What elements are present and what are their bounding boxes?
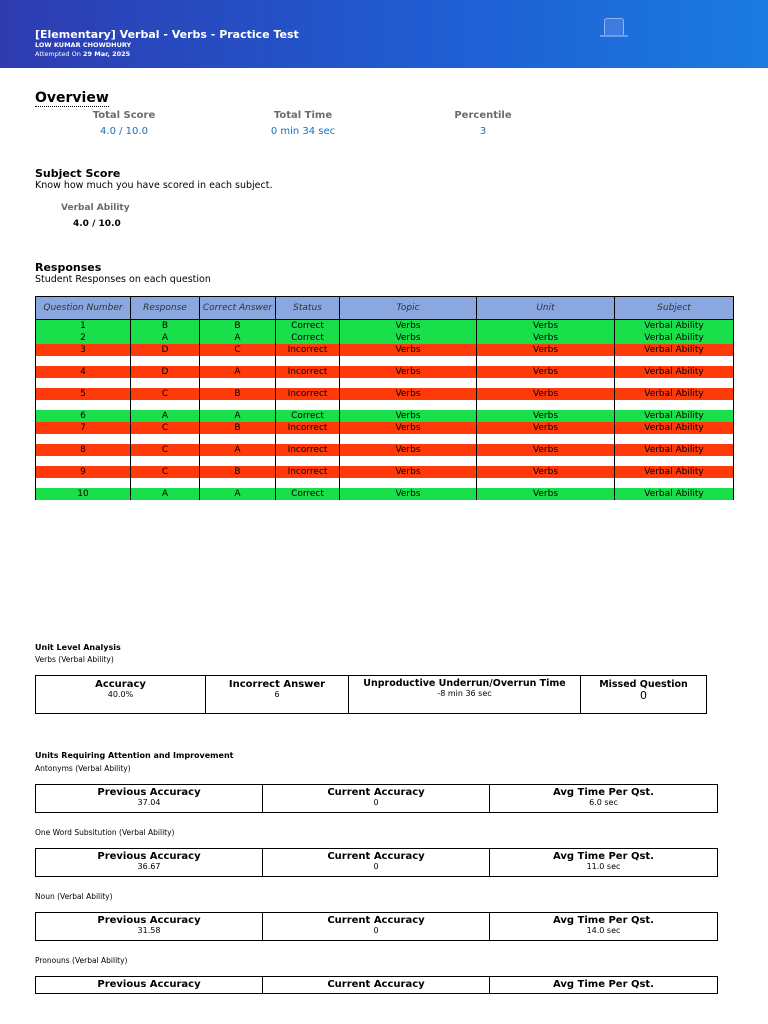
table-row: [36, 344, 734, 356]
cell-status: Incorrect: [276, 366, 340, 378]
avg-time-cell: [490, 913, 717, 940]
cell-topic: Verbs: [340, 366, 477, 378]
avg-time-value: 11.0 sec: [586, 862, 621, 871]
cell-answer: A: [200, 488, 276, 500]
row-gap: [36, 478, 734, 488]
cell-status: Correct: [276, 488, 340, 500]
previous-accuracy-value: 37.04: [137, 798, 161, 807]
cell-question: 6: [36, 410, 131, 422]
table-row: [36, 366, 734, 378]
cell-status: Incorrect: [276, 344, 340, 356]
incorrect-answer-cell: [206, 676, 349, 713]
previous-accuracy-cell: [36, 913, 263, 940]
missed-question-value: 0: [640, 689, 647, 702]
avg-time-title: Avg Time Per Qst.: [552, 979, 655, 990]
cell-subject: Verbal Ability: [615, 466, 734, 478]
underrun-title: Unproductive Underrun/Overrun Time: [363, 678, 566, 689]
brand-logo-caption: [600, 35, 628, 37]
attempted-date: 29 Mar, 2025: [82, 50, 131, 58]
attention-box: [35, 784, 718, 813]
percentile-label: Percentile: [454, 110, 512, 121]
current-accuracy-title: Current Accuracy: [327, 979, 425, 990]
cell-unit: Verbs: [477, 466, 615, 478]
cell-topic: Verbs: [340, 422, 477, 434]
avg-time-cell: [490, 849, 717, 876]
cell-question: 8: [36, 444, 131, 456]
cell-question: 7: [36, 422, 131, 434]
attempted-on: [35, 50, 130, 58]
avg-time-title: Avg Time Per Qst.: [552, 787, 655, 798]
subject-value: 4.0 / 10.0: [73, 219, 121, 229]
current-accuracy-cell: [263, 785, 490, 812]
table-row: [36, 466, 734, 478]
cell-response: A: [131, 488, 200, 500]
cell-response: C: [131, 444, 200, 456]
previous-accuracy-cell: [36, 785, 263, 812]
cell-question: 3: [36, 344, 131, 356]
previous-accuracy-title: Previous Accuracy: [97, 915, 201, 926]
cell-response: D: [131, 366, 200, 378]
report-header: [0, 0, 768, 68]
accuracy-title: Accuracy: [95, 679, 146, 690]
cell-unit: Verbs: [477, 444, 615, 456]
col-response: Response: [131, 297, 200, 320]
row-gap: [36, 356, 734, 366]
total-time-value: 0 min 34 sec: [270, 126, 336, 137]
cell-response: C: [131, 422, 200, 434]
avg-time-value: 6.0 sec: [589, 798, 618, 807]
cell-subject: Verbal Ability: [615, 320, 734, 333]
col-correct-answer: Correct Answer: [200, 297, 276, 320]
accuracy-cell: [36, 676, 206, 713]
cell-answer: B: [200, 320, 276, 333]
cell-unit: Verbs: [477, 488, 615, 500]
current-accuracy-title: Current Accuracy: [327, 851, 425, 862]
current-accuracy-cell: [263, 977, 490, 993]
table-row: [36, 320, 734, 333]
avg-time-cell: [490, 785, 717, 812]
current-accuracy-value: 0: [373, 862, 379, 871]
cell-response: C: [131, 466, 200, 478]
accuracy-value: 40.0%: [107, 690, 134, 699]
total-score-value: 4.0 / 10.0: [100, 126, 148, 137]
col-subject: Subject: [615, 297, 734, 320]
cell-question: 2: [36, 332, 131, 344]
cell-answer: B: [200, 466, 276, 478]
percentile-value: 3: [479, 126, 487, 137]
cell-answer: C: [200, 344, 276, 356]
cell-status: Incorrect: [276, 388, 340, 400]
current-accuracy-value: 0: [373, 798, 379, 807]
cell-response: C: [131, 388, 200, 400]
underrun-cell: [349, 676, 581, 713]
cell-response: A: [131, 410, 200, 422]
attention-unit-name: One Word Subsitution (Verbal Ability): [35, 828, 175, 837]
cell-answer: B: [200, 388, 276, 400]
col-question-number: Question Number: [36, 297, 131, 320]
table-row: [36, 444, 734, 456]
cell-question: 10: [36, 488, 131, 500]
responses-desc: Student Responses on each question: [35, 274, 211, 285]
cell-topic: Verbs: [340, 444, 477, 456]
cell-status: Correct: [276, 332, 340, 344]
col-unit: Unit: [477, 297, 615, 320]
table-row: [36, 422, 734, 434]
cell-status: Incorrect: [276, 422, 340, 434]
previous-accuracy-cell: [36, 977, 263, 993]
attention-unit-name: Antonyms (Verbal Ability): [35, 764, 131, 773]
cell-status: Incorrect: [276, 466, 340, 478]
cell-subject: Verbal Ability: [615, 366, 734, 378]
cell-subject: Verbal Ability: [615, 344, 734, 356]
current-accuracy-cell: [263, 849, 490, 876]
cell-answer: A: [200, 366, 276, 378]
table-row: [36, 388, 734, 400]
missed-question-title: Missed Question: [599, 679, 688, 690]
cell-subject: Verbal Ability: [615, 332, 734, 344]
cell-answer: B: [200, 422, 276, 434]
previous-accuracy-title: Previous Accuracy: [97, 851, 201, 862]
cell-unit: Verbs: [477, 388, 615, 400]
previous-accuracy-title: Previous Accuracy: [97, 979, 201, 990]
cell-subject: Verbal Ability: [615, 488, 734, 500]
avg-time-cell: [490, 977, 717, 993]
cell-status: Correct: [276, 320, 340, 333]
cell-response: B: [131, 320, 200, 333]
cell-subject: Verbal Ability: [615, 410, 734, 422]
row-gap: [36, 400, 734, 410]
cell-subject: Verbal Ability: [615, 444, 734, 456]
avg-time-title: Avg Time Per Qst.: [552, 851, 655, 862]
cell-unit: Verbs: [477, 320, 615, 333]
incorrect-answer-value: 6: [274, 690, 280, 699]
cell-question: 4: [36, 366, 131, 378]
total-score-label: Total Score: [92, 110, 156, 121]
attention-box: [35, 912, 718, 941]
cell-unit: Verbs: [477, 422, 615, 434]
table-row: [36, 488, 734, 500]
cell-topic: Verbs: [340, 344, 477, 356]
cell-question: 1: [36, 320, 131, 333]
cell-topic: Verbs: [340, 332, 477, 344]
cell-question: 5: [36, 388, 131, 400]
col-topic: Topic: [340, 297, 477, 320]
cell-topic: Verbs: [340, 410, 477, 422]
row-gap: [36, 456, 734, 466]
cell-unit: Verbs: [477, 410, 615, 422]
attention-box: [35, 976, 718, 994]
subject-score-desc: Know how much you have scored in each subject.: [35, 180, 273, 191]
test-title: [Elementary] Verbal - Verbs - Practice Test: [35, 28, 299, 41]
incorrect-answer-title: Incorrect Answer: [228, 679, 326, 690]
current-accuracy-cell: [263, 913, 490, 940]
avg-time-value: 14.0 sec: [586, 926, 621, 935]
responses-table: [35, 296, 734, 500]
cell-status: Incorrect: [276, 444, 340, 456]
row-gap: [36, 434, 734, 444]
cell-subject: Verbal Ability: [615, 422, 734, 434]
current-accuracy-title: Current Accuracy: [327, 915, 425, 926]
current-accuracy-value: 0: [373, 926, 379, 935]
previous-accuracy-value: 31.58: [137, 926, 161, 935]
cell-unit: Verbs: [477, 332, 615, 344]
previous-accuracy-title: Previous Accuracy: [97, 787, 201, 798]
cell-topic: Verbs: [340, 320, 477, 333]
cell-topic: Verbs: [340, 466, 477, 478]
row-gap: [36, 378, 734, 388]
table-row: [36, 332, 734, 344]
previous-accuracy-value: 36.67: [137, 862, 161, 871]
cell-answer: A: [200, 444, 276, 456]
avg-time-title: Avg Time Per Qst.: [552, 915, 655, 926]
cell-unit: Verbs: [477, 366, 615, 378]
attention-unit-name: Pronouns (Verbal Ability): [35, 956, 128, 965]
attention-box: [35, 848, 718, 877]
unit-analysis-unit: Verbs (Verbal Ability): [35, 655, 114, 664]
unit-analysis-heading: Unit Level Analysis: [35, 643, 121, 652]
cell-question: 9: [36, 466, 131, 478]
overview-heading: Overview: [35, 90, 109, 106]
attention-heading: Units Requiring Attention and Improvement: [35, 751, 234, 760]
cell-response: D: [131, 344, 200, 356]
student-name: LOW KUMAR CHOWDHURY: [35, 41, 132, 49]
current-accuracy-title: Current Accuracy: [327, 787, 425, 798]
cell-topic: Verbs: [340, 488, 477, 500]
table-row: [36, 410, 734, 422]
cell-subject: Verbal Ability: [615, 388, 734, 400]
total-time-label: Total Time: [273, 110, 333, 121]
cell-unit: Verbs: [477, 344, 615, 356]
cell-answer: A: [200, 410, 276, 422]
unit-analysis-box: [35, 675, 707, 714]
attempted-prefix: Attempted On: [35, 50, 83, 58]
cell-answer: A: [200, 332, 276, 344]
responses-header-row: [36, 297, 734, 320]
attention-unit-name: Noun (Verbal Ability): [35, 892, 113, 901]
subject-score-heading: Subject Score: [35, 167, 121, 180]
cell-topic: Verbs: [340, 388, 477, 400]
underrun-value: -8 min 36 sec: [437, 689, 492, 698]
cell-response: A: [131, 332, 200, 344]
previous-accuracy-cell: [36, 849, 263, 876]
subject-label: Verbal Ability: [61, 203, 130, 213]
responses-heading: Responses: [35, 261, 102, 274]
missed-question-cell: [581, 676, 706, 713]
cell-status: Correct: [276, 410, 340, 422]
col-status: Status: [276, 297, 340, 320]
